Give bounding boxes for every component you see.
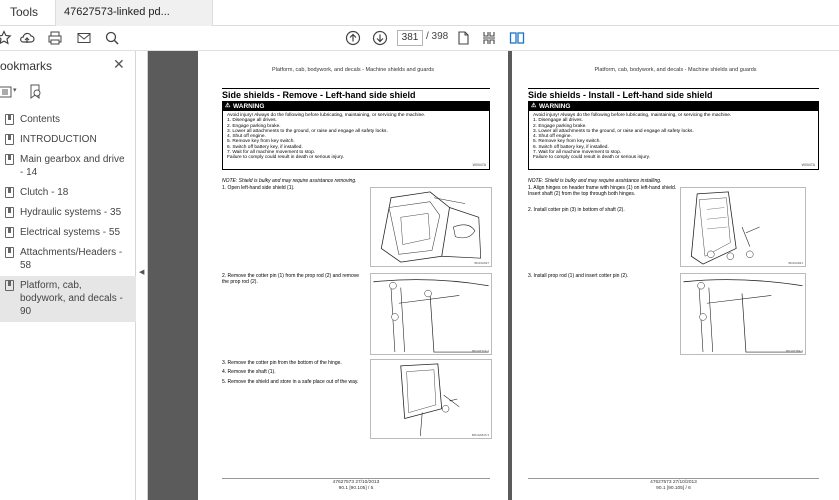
- cloud-upload-icon[interactable]: [19, 30, 35, 46]
- tab-tools[interactable]: Tools: [10, 5, 39, 19]
- footer-page-ref: 90.1 [90.105] / 6: [656, 486, 691, 491]
- warning-line: 4. Shut off engine.: [533, 134, 572, 140]
- close-icon[interactable]: ✕: [113, 56, 125, 72]
- bookmark-icon: [5, 187, 14, 198]
- bookmark-label: Clutch - 18: [20, 187, 69, 198]
- figure-shield-open: [370, 187, 492, 267]
- warning-line: 2. Engage parking brake.: [533, 123, 587, 129]
- tab-bar: [0, 0, 839, 26]
- next-page-icon[interactable]: [372, 30, 388, 46]
- prop-rod-install-illustration: [681, 274, 805, 354]
- figure-prop-rod: [370, 273, 492, 355]
- note-text: NOTE: Shield is bulky and may require assistance removing.: [222, 178, 357, 184]
- bookmark-icon: [5, 207, 14, 218]
- step-3: 3. Remove the cotter pin from the bottom of the hinge.: [222, 360, 342, 366]
- bookmarks-panel: [0, 51, 136, 500]
- warning-line: 3. Lower all attachments to the ground, or raise and engage all safety locks.: [227, 128, 388, 134]
- fit-page-icon[interactable]: [455, 30, 471, 46]
- bookmark-icon: [5, 134, 14, 145]
- bookmark-label: Main gearbox and drive - 14: [20, 154, 125, 178]
- page-header: Platform, cab, bodywork, and decals - Machine shields and guards: [271, 67, 435, 73]
- figure-hinge-install: [680, 187, 806, 267]
- step-5: 5. Remove the shield and store in a safe place out of the way.: [222, 379, 359, 385]
- page-header: Platform, cab, bodywork, and decals - Machine shields and guards: [594, 67, 757, 73]
- warning-line: Avoid injury! Always do the following before lubricating, maintaining, or servicing the machine.: [227, 113, 426, 118]
- step-1: 1. Align hinges on header frame with hinges (1) on left-hand shield. Insert shaft (2) from the top through both hinges.: [528, 185, 677, 197]
- chevron-down-icon[interactable]: ▾: [13, 87, 17, 94]
- warning-line: 2. Engage parking brake.: [227, 123, 281, 129]
- page-title: Side shields - Remove - Left-hand side shield: [222, 88, 490, 102]
- warning-line: 6. Switch off battery key, if installed.: [533, 144, 609, 150]
- add-bookmark-icon[interactable]: [28, 84, 42, 99]
- bookmark-clutch[interactable]: [0, 183, 136, 203]
- bookmark-label: Electrical systems - 55: [20, 227, 121, 238]
- warning-line: 7. Wait for all machine movement to stop.: [533, 150, 622, 156]
- print-icon[interactable]: [47, 30, 63, 46]
- step-1: 1. Open left-hand side shield (1).: [222, 185, 295, 191]
- warning-code: W0047A: [472, 163, 486, 167]
- tab-document[interactable]: 47627573-linked pd...: [55, 0, 213, 26]
- page-number-input[interactable]: 381: [397, 30, 423, 46]
- bookmark-icon: [5, 247, 14, 258]
- panel-splitter[interactable]: [136, 51, 148, 500]
- previous-page-icon[interactable]: [345, 30, 361, 46]
- page-right: [512, 51, 839, 500]
- page-footer: [528, 478, 819, 492]
- shield-illustration: [371, 188, 491, 266]
- bookmark-platform-cab[interactable]: [0, 276, 136, 322]
- bookmark-label: Platform, cab, bodywork, and decals - 90: [20, 280, 123, 317]
- bookmark-introduction[interactable]: [0, 130, 136, 150]
- warning-line: Avoid injury! Always do the following before lubricating, maintaining, or servicing the machine.: [533, 113, 732, 118]
- bookmarks-toolbar: [0, 81, 136, 105]
- figure-code: BD10778A 2: [786, 349, 803, 353]
- bookmark-label: Contents: [20, 114, 61, 125]
- page-total: / 398: [426, 31, 449, 42]
- page-title: Side shields - Install - Left-hand side shield: [528, 88, 819, 102]
- step-2: 2. Install cotter pin (3) in bottom of shaft (2).: [528, 207, 625, 213]
- note-text: NOTE: Shield is bulky and may require assistance installing.: [528, 178, 662, 184]
- warning-line: 5. Remove key from key switch.: [227, 139, 295, 145]
- warning-line: 4. Shut off engine.: [227, 134, 266, 140]
- bookmark-icon: [5, 114, 14, 125]
- warning-line: Failure to comply could result in death or serious injury.: [227, 155, 344, 161]
- bookmark-icon: [5, 154, 14, 165]
- warning-line: 3. Lower all attachments to the ground, or raise and engage all safety locks.: [533, 128, 694, 134]
- step-4: 4. Remove the shaft (1).: [222, 369, 276, 375]
- warning-line: 6. Switch off battery key, if installed.: [227, 144, 303, 150]
- step-2: 2. Remove the cotter pin (1) from the prop rod (2) and remove the prop rod (2).: [222, 273, 360, 285]
- warning-line: 1. Disengage all drives.: [227, 118, 277, 124]
- warning-text: [223, 111, 489, 163]
- warning-line: 1. Disengage all drives.: [533, 118, 583, 124]
- figure-hinge-shaft: [370, 359, 492, 439]
- warning-line: 5. Remove key from key switch.: [533, 139, 601, 145]
- warning-title: ⚠ WARNING: [223, 102, 489, 111]
- bookmark-label: Attachments/Headers - 58: [20, 247, 123, 271]
- zoom-icon[interactable]: [104, 30, 120, 46]
- toolbar: [0, 26, 839, 51]
- bookmark-label: Hydraulic systems - 35: [20, 207, 122, 218]
- bookmarks-title: ookmarks: [0, 59, 53, 73]
- bookmark-electrical[interactable]: [0, 223, 136, 243]
- footer-page-ref: 90.1 [90.105] / 5: [338, 486, 374, 491]
- step-3: 3. Install prop rod (1) and insert cotter pin (2).: [528, 273, 629, 279]
- warning-line: Failure to comply could result in death or serious injury.: [533, 155, 650, 161]
- footer-doc-id: 47627573 27/10/2013: [650, 480, 697, 485]
- bookmark-attachments[interactable]: [0, 243, 136, 276]
- warning-code: W0047A: [801, 163, 815, 167]
- bookmark-icon: [5, 280, 14, 291]
- two-page-view-icon[interactable]: [509, 30, 525, 46]
- collapse-arrow-icon[interactable]: ◀: [139, 269, 145, 276]
- page-left: [198, 51, 508, 500]
- star-icon[interactable]: [0, 30, 12, 46]
- warning-box: [528, 101, 819, 170]
- warning-box: [222, 101, 490, 170]
- mail-icon[interactable]: [76, 30, 92, 46]
- warning-line: 7. Wait for all machine movement to stop.: [227, 150, 316, 156]
- prop-rod-illustration: [371, 274, 491, 354]
- bookmark-contents[interactable]: [0, 110, 136, 130]
- warning-text: [529, 111, 818, 163]
- hinge-illustration: [371, 360, 491, 438]
- figure-prop-rod-install: [680, 273, 806, 355]
- bookmark-main-gearbox[interactable]: [0, 150, 136, 183]
- bookmark-label: INTRODUCTION: [20, 134, 97, 145]
- bookmark-list: [0, 110, 136, 322]
- bookmark-hydraulic[interactable]: [0, 203, 136, 223]
- figure-code: BD10777A 2: [472, 349, 489, 353]
- page-footer: [222, 478, 490, 492]
- document-viewport[interactable]: [148, 51, 839, 500]
- bookmark-icon: [5, 227, 14, 238]
- figure-code: BD16A697: [474, 261, 489, 265]
- hinge-install-illustration: [681, 188, 805, 266]
- warning-title: ⚠ WARNING: [529, 102, 818, 111]
- options-menu-icon[interactable]: [0, 85, 12, 99]
- figure-code: BD16A840 3: [471, 433, 489, 437]
- footer-doc-id: 47627573 27/10/2013: [332, 480, 380, 485]
- figure-code: BD16A841: [788, 261, 803, 265]
- scroll-mode-icon[interactable]: [481, 30, 497, 46]
